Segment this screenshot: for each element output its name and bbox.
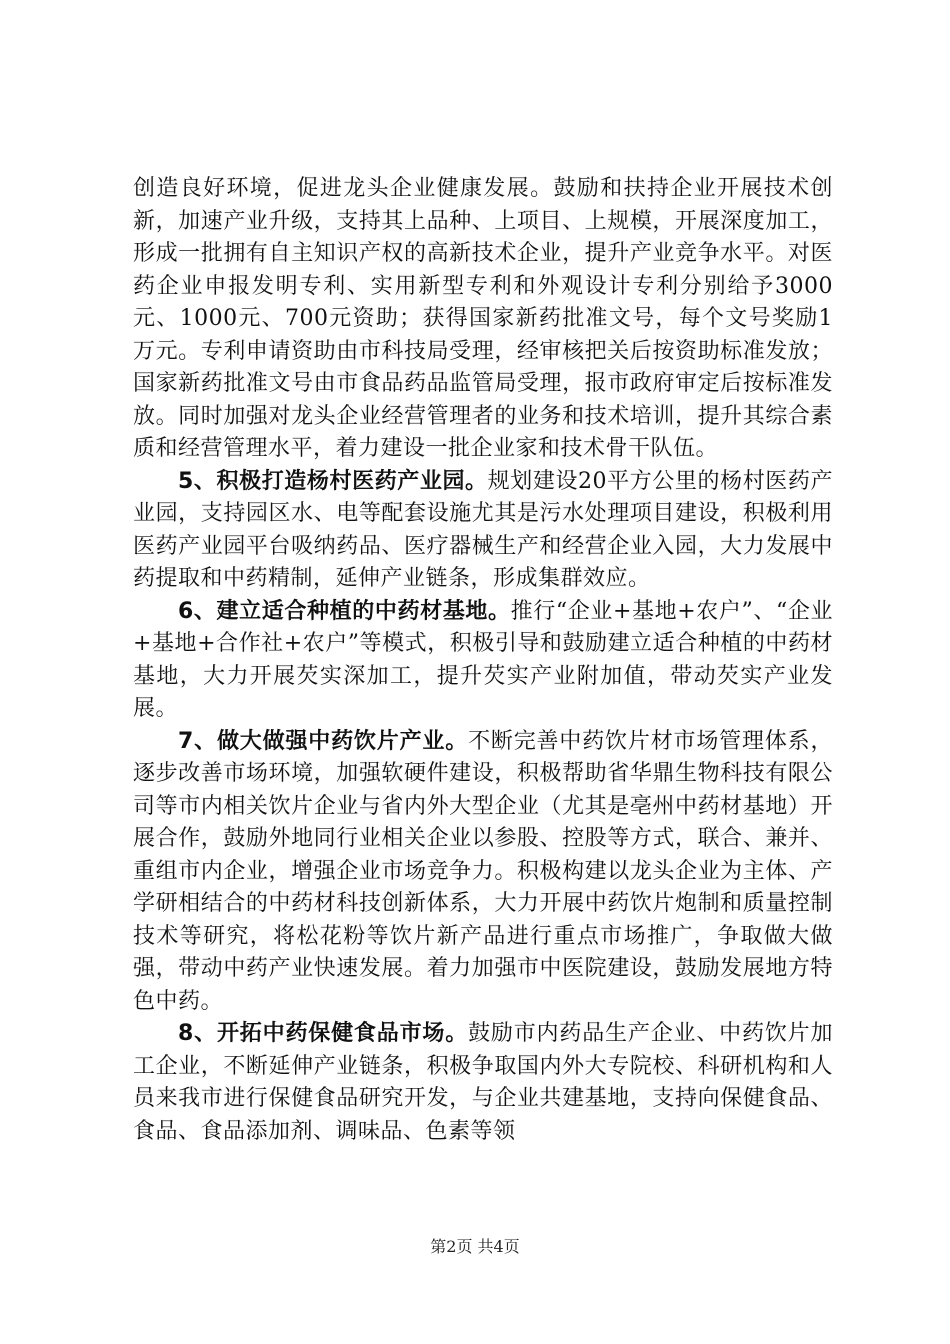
paragraph-item-7: [133, 726, 833, 1019]
paragraph-text: 鼓励市内药品生产企业、中药饮片加工企业，不断延伸产业链条，积极争取国内外大专院校、科研机构和人员来我市进行保健食品研究开发，与企业共建基地，支持向保健食品、食品、食品添加剂、调味品、色素等领: [133, 1021, 833, 1144]
document-body: [133, 173, 833, 1148]
paragraph-text: 不断完善中药饮片材市场管理体系，逐步改善市场环境，加强软硬件建设，积极帮助省华鼎生物科技有限公司等市内相关饮片企业与省内外大型企业（尤其是亳州中药材基地）开展合作，鼓励外地同行业相关企业以参股、控股等方式，联合、兼并、重组市内企业，增强企业市场竞争力。积极构建以龙头企业为主体、产学研相结合的中药材科技创新体系，大力开展中药饮片炮制和质量控制技术等研究，将松花粉等饮片新产品进行重点市场推广，争取做大做强，带动中药产业快速发展。着力加强市中医院建设，鼓励发展地方特色中药。: [133, 728, 833, 1014]
paragraph-heading: 7、做大做强中药饮片产业。: [178, 728, 469, 754]
paragraph-text: 创造良好环境，促进龙头企业健康发展。鼓励和扶持企业开展技术创新，加速产业升级，支持其上品种、上项目、上规模，开展深度加工，形成一批拥有自主知识产权的高新技术企业，提升产业竞争水平。对医药企业申报发明专利、实用新型专利和外观设计专利分别给予3000元、1000元、700元资助；获得国家新药批准文号，每个文号奖励1万元。专利申请资助由市科技局受理，经审核把关后按资助标准发放；国家新药批准文号由市食品药品监管局受理，报市政府审定后按标准发放。同时加强对龙头企业经营管理者的业务和技术培训，提升其综合素质和经营管理水平，着力建设一批企业家和技术骨干队伍。: [133, 176, 833, 461]
paragraph-heading: 8、开拓中药保健食品市场。: [178, 1021, 469, 1046]
paragraph-text: 推行“企业+基地+农户”、“企业+基地+合作社+农户”等模式，积极引导和鼓励建立适合种植的中药材基地，大力开展芡实深加工，提升芡实产业附加值，带动芡实产业发展。: [133, 598, 834, 721]
paragraph-item-8: [133, 1018, 833, 1148]
paragraph-continuation: [133, 173, 833, 466]
page-footer: 第2页 共4页: [430, 1237, 520, 1256]
paragraph-heading: 5、积极打造杨村医药产业园。: [178, 468, 488, 494]
paragraph-heading: 6、建立适合种植的中药材基地。: [178, 598, 511, 624]
paragraph-item-6: [133, 596, 833, 726]
paragraph-item-5: [133, 466, 833, 596]
paragraph-text: 规划建设20平方公里的杨村医药产业园，支持园区水、电等配套设施尤其是污水处理项目建设，积极利用医药产业园平台吸纳药品、医疗器械生产和经营企业入园，大力发展中药提取和中药精制，延伸产业链条，形成集群效应。: [133, 468, 833, 591]
